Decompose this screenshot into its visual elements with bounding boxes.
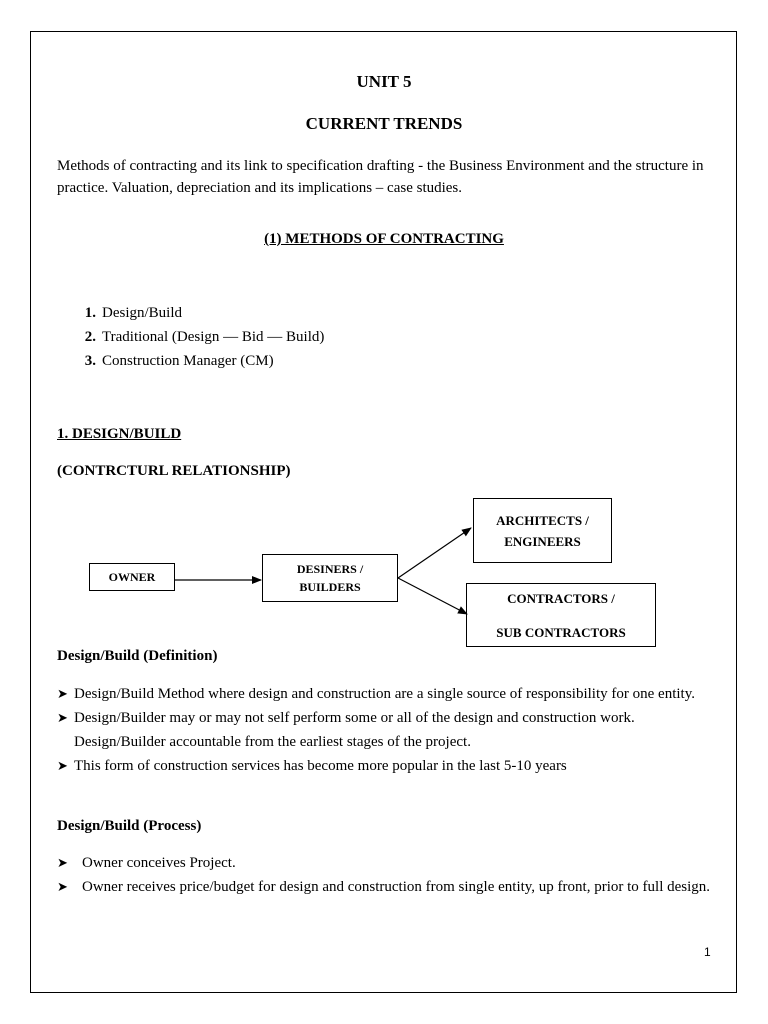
arrow-bullet-icon: ➤ <box>57 855 68 870</box>
list-item: ➤ Design/Builder may or may not self perform some or all of the design and construction work. Design/Builder accountable from the earliest stages of the project. <box>57 706 715 754</box>
process-heading: Design/Build (Process) <box>57 818 202 834</box>
arrow-bullet-icon: ➤ <box>57 758 68 773</box>
arrow-bullet-icon: ➤ <box>57 710 68 725</box>
arrow-bullet-icon: ➤ <box>57 879 68 894</box>
list-item: ➤ Owner receives price/budget for design and construction from single entity, up front, prior to full design. <box>57 875 712 899</box>
section-heading: (1) METHODS OF CONTRACTING <box>264 231 504 247</box>
list-item: ➤ Owner conceives Project. <box>57 851 712 875</box>
architects-engineers-box: ARCHITECTS / ENGINEERS <box>473 498 612 563</box>
list-item: ➤ Design/Build Method where design and construction are a single source of responsibility for one entity. <box>57 682 715 706</box>
page-number: 1 <box>704 945 711 959</box>
definition-heading: Design/Build (Definition) <box>57 648 218 664</box>
list-item: 1. Design/Build <box>84 305 183 321</box>
process-bullets <box>57 851 712 899</box>
arrow-to-architects <box>398 528 471 578</box>
arrow-to-contractors <box>398 578 467 614</box>
contractors-box: CONTRACTORS / SUB CONTRACTORS <box>466 583 656 647</box>
page-title: CURRENT TRENDS <box>305 114 463 133</box>
design-build-heading: 1. DESIGN/BUILD <box>57 426 182 442</box>
methods-list <box>73 301 324 373</box>
unit-title: UNIT 5 <box>356 72 412 91</box>
intro-paragraph: Methods of contracting and its link to specification drafting - the Business Environment and the structure in practice. Valuation, depreciation and its implications – case studies. <box>57 158 704 196</box>
arrow-bullet-icon: ➤ <box>57 686 68 701</box>
list-item: 2. Traditional (Design — Bid — Build) <box>84 329 325 345</box>
relationship-heading: (CONTRCTURL RELATIONSHIP) <box>57 463 291 479</box>
owner-box: OWNER <box>89 563 175 591</box>
designers-builders-box: DESINERS / BUILDERS <box>262 554 398 602</box>
list-item: ➤ This form of construction services has become more popular in the last 5-10 years <box>57 754 715 778</box>
list-item: 3. Construction Manager (CM) <box>84 353 274 369</box>
definition-bullets <box>57 682 715 778</box>
